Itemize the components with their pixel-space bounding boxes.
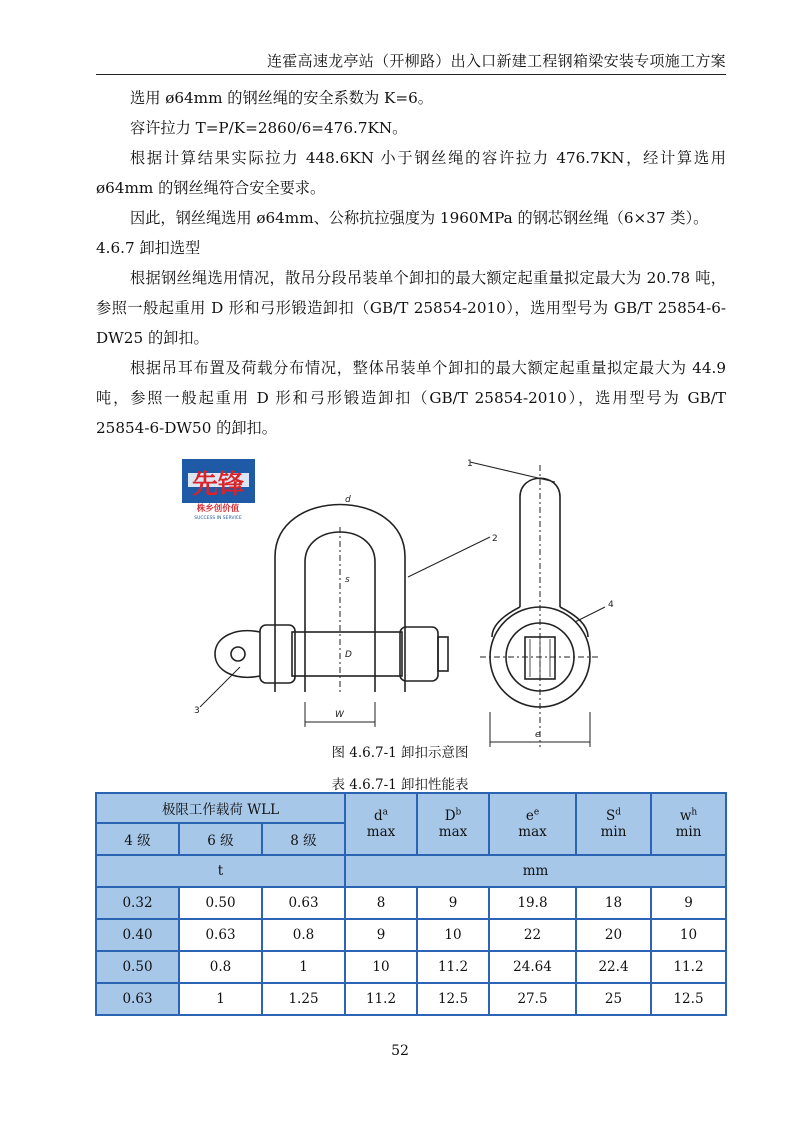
table-cell: 19.8	[489, 887, 576, 919]
unit-mm: mm	[345, 855, 726, 887]
table-cell: 11.2	[651, 951, 726, 983]
paragraph-shackle-dw25: 根据钢丝绳选用情况，散吊分段吊装单个卸扣的最大额定起重量拟定最大为 20.78 吨，参照一般起重用 D 形和弓形锻造卸扣（GB/T 25854-2010），选用型号为 GB/T 25854-6-DW25 的卸扣。	[96, 269, 726, 347]
logo-slogan: 株乡创价值	[196, 504, 240, 514]
table-cell: 0.50	[96, 951, 179, 983]
paragraph-shackle-dw50: 根据吊耳布置及荷载分布情况，整体吊装单个卸扣的最大额定起重量拟定最大为 44.9 吨，参照一般起重用 D 形和弓形锻造卸扣（GB/T 25854-2010），选用型号为 GB/T 25854-6-DW50 的卸扣。	[96, 359, 726, 437]
table-cell: 11.2	[345, 983, 417, 1015]
company-logo	[180, 457, 257, 521]
body-text	[96, 83, 726, 443]
logo-wordmark: 先锋	[191, 470, 245, 500]
callout-3: 3	[194, 706, 200, 716]
table-row	[96, 919, 726, 951]
col-header-D: $D^b$ max	[417, 793, 489, 855]
table-cell: 0.63	[262, 887, 345, 919]
table-cell: 0.63	[179, 919, 262, 951]
table-cell: 20	[576, 919, 651, 951]
wll-header: 极限工作载荷 WLL	[96, 793, 345, 823]
table-cell: 10	[345, 951, 417, 983]
table-cell: 9	[651, 887, 726, 919]
table-cell: 0.50	[179, 887, 262, 919]
unit-tonnes: t	[96, 855, 345, 887]
table-cell: 10	[417, 919, 489, 951]
table-cell: 12.5	[651, 983, 726, 1015]
page-header-title: 连霍高速龙亭站（开柳路）出入口新建工程钢箱梁安装专项施工方案	[266, 52, 726, 70]
dim-label-D: D	[345, 650, 352, 660]
table-cell: 0.63	[96, 983, 179, 1015]
callout-1: 1	[467, 459, 473, 469]
col-header-w: $w^h$ min	[651, 793, 726, 855]
col-header-e: $e^e$ max	[489, 793, 576, 855]
paragraph-allowable-tension: 容许拉力 T=P/K=2860/6=476.7KN。	[130, 119, 408, 137]
page-number: 52	[391, 1043, 409, 1059]
table-row	[96, 983, 726, 1015]
table-cell: 0.8	[179, 951, 262, 983]
table-cell: 25	[576, 983, 651, 1015]
shackle-performance-table	[95, 792, 727, 1016]
table-cell: 0.40	[96, 919, 179, 951]
table-cell: 0.32	[96, 887, 179, 919]
figure-caption: 图 4.6.7-1 卸扣示意图	[331, 745, 469, 761]
grade-8-header: 8 级	[262, 823, 345, 855]
table-row	[96, 951, 726, 983]
table-cell: 11.2	[417, 951, 489, 983]
logo-english: SUCCESS IN SERVICE	[194, 516, 242, 521]
col-header-S: $S^d$ min	[576, 793, 651, 855]
table-cell: 24.64	[489, 951, 576, 983]
dim-label-w: W	[335, 710, 344, 720]
table-cell: 12.5	[417, 983, 489, 1015]
callout-4: 4	[608, 600, 614, 610]
col-header-d: $d^a$ max	[345, 793, 417, 855]
dim-label-d: d	[345, 495, 351, 505]
header-rule	[96, 74, 726, 75]
paragraph-rope-choice: 因此，钢丝绳选用 ø64mm、公称抗拉强度为 1960MPa 的钢芯钢丝绳（6×37 类）。	[130, 209, 709, 227]
table-cell: 9	[345, 919, 417, 951]
table-cell: 22	[489, 919, 576, 951]
section-heading: 4.6.7 卸扣选型	[96, 239, 201, 257]
dim-label-e: e	[535, 730, 541, 740]
table-cell: 1	[262, 951, 345, 983]
callout-2: 2	[492, 534, 498, 544]
table-cell: 10	[651, 919, 726, 951]
table-cell: 0.8	[262, 919, 345, 951]
paragraph-calc-result: 根据计算结果实际拉力 448.6KN 小于钢丝绳的容许拉力 476.7KN，经计算选用 ø64mm 的钢丝绳符合安全要求。	[96, 149, 726, 197]
table-cell: 27.5	[489, 983, 576, 1015]
table-cell: 8	[345, 887, 417, 919]
dim-label-s: s	[345, 575, 350, 585]
table-cell: 1	[179, 983, 262, 1015]
table-cell: 9	[417, 887, 489, 919]
table-cell: 22.4	[576, 951, 651, 983]
table-cell: 1.25	[262, 983, 345, 1015]
grade-6-header: 6 级	[179, 823, 262, 855]
table-caption: 表 4.6.7-1 卸扣性能表	[331, 777, 469, 793]
paragraph-safety-factor: 选用 ø64mm 的钢丝绳的安全系数为 K=6。	[130, 89, 433, 107]
grade-4-header: 4 级	[96, 823, 179, 855]
table-row	[96, 887, 726, 919]
table-cell: 18	[576, 887, 651, 919]
